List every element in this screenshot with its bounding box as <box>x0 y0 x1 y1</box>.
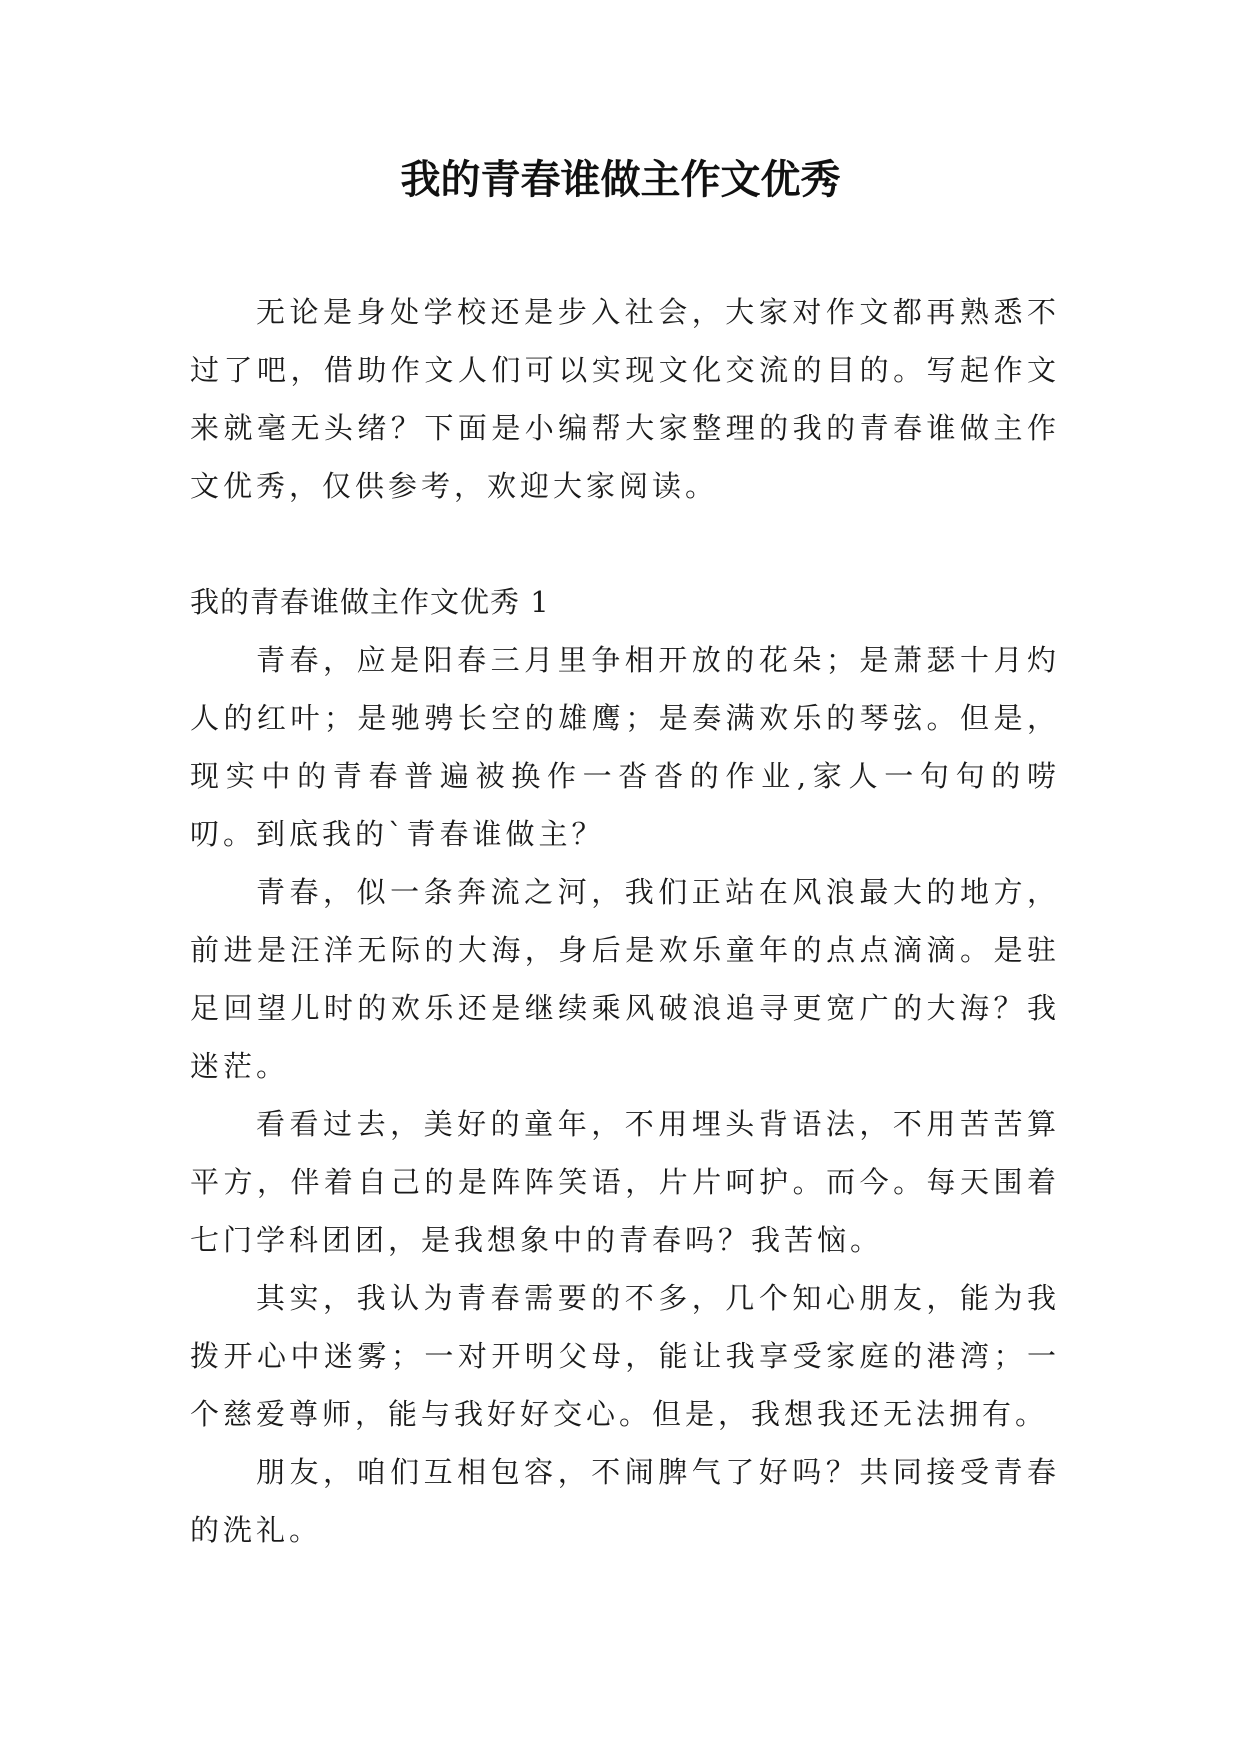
body-paragraph-4: 其实，我认为青春需要的不多，几个知心朋友，能为我拨开心中迷雾；一对开明父母，能让我享受家庭的港湾；一个慈爱尊师，能与我好好交心。但是，我想我还无法拥有。 <box>190 1281 1060 1431</box>
document-body <box>190 283 1060 1559</box>
body-paragraph-1: 青春，应是阳春三月里争相开放的花朵；是萧瑟十月灼人的红叶；是驰骋长空的雄鹰；是奏满欢乐的琴弦。但是，现实中的青春普遍被换作一沓沓的作业,家人一句句的唠叨。到底我的`青春谁做主？ <box>190 643 1060 851</box>
body-paragraph-3: 看看过去，美好的童年，不用埋头背语法，不用苦苦算平方，伴着自己的是阵阵笑语，片片呵护。而今。每天围着七门学科团团，是我想象中的青春吗？我苦恼。 <box>190 1107 1060 1257</box>
body-paragraph-2: 青春，似一条奔流之河，我们正站在风浪最大的地方，前进是汪洋无际的大海，身后是欢乐童年的点点滴滴。是驻足回望儿时的欢乐还是继续乘风破浪追寻更宽广的大海？我迷茫。 <box>190 875 1060 1083</box>
document-title: 我的青春谁做主作文优秀 <box>400 157 841 203</box>
section-heading: 我的青春谁做主作文优秀 1 <box>190 585 550 619</box>
intro-paragraph: 无论是身处学校还是步入社会，大家对作文都再熟悉不过了吧，借助作文人们可以实现文化交流的目的。写起作文来就毫无头绪？下面是小编帮大家整理的我的青春谁做主作文优秀，仅供参考，欢迎大家阅读。 <box>190 295 1060 503</box>
body-paragraph-5: 朋友，咱们互相包容，不闹脾气了好吗？共同接受青春的洗礼。 <box>190 1455 1060 1547</box>
paragraph-spacer <box>190 515 1060 573</box>
